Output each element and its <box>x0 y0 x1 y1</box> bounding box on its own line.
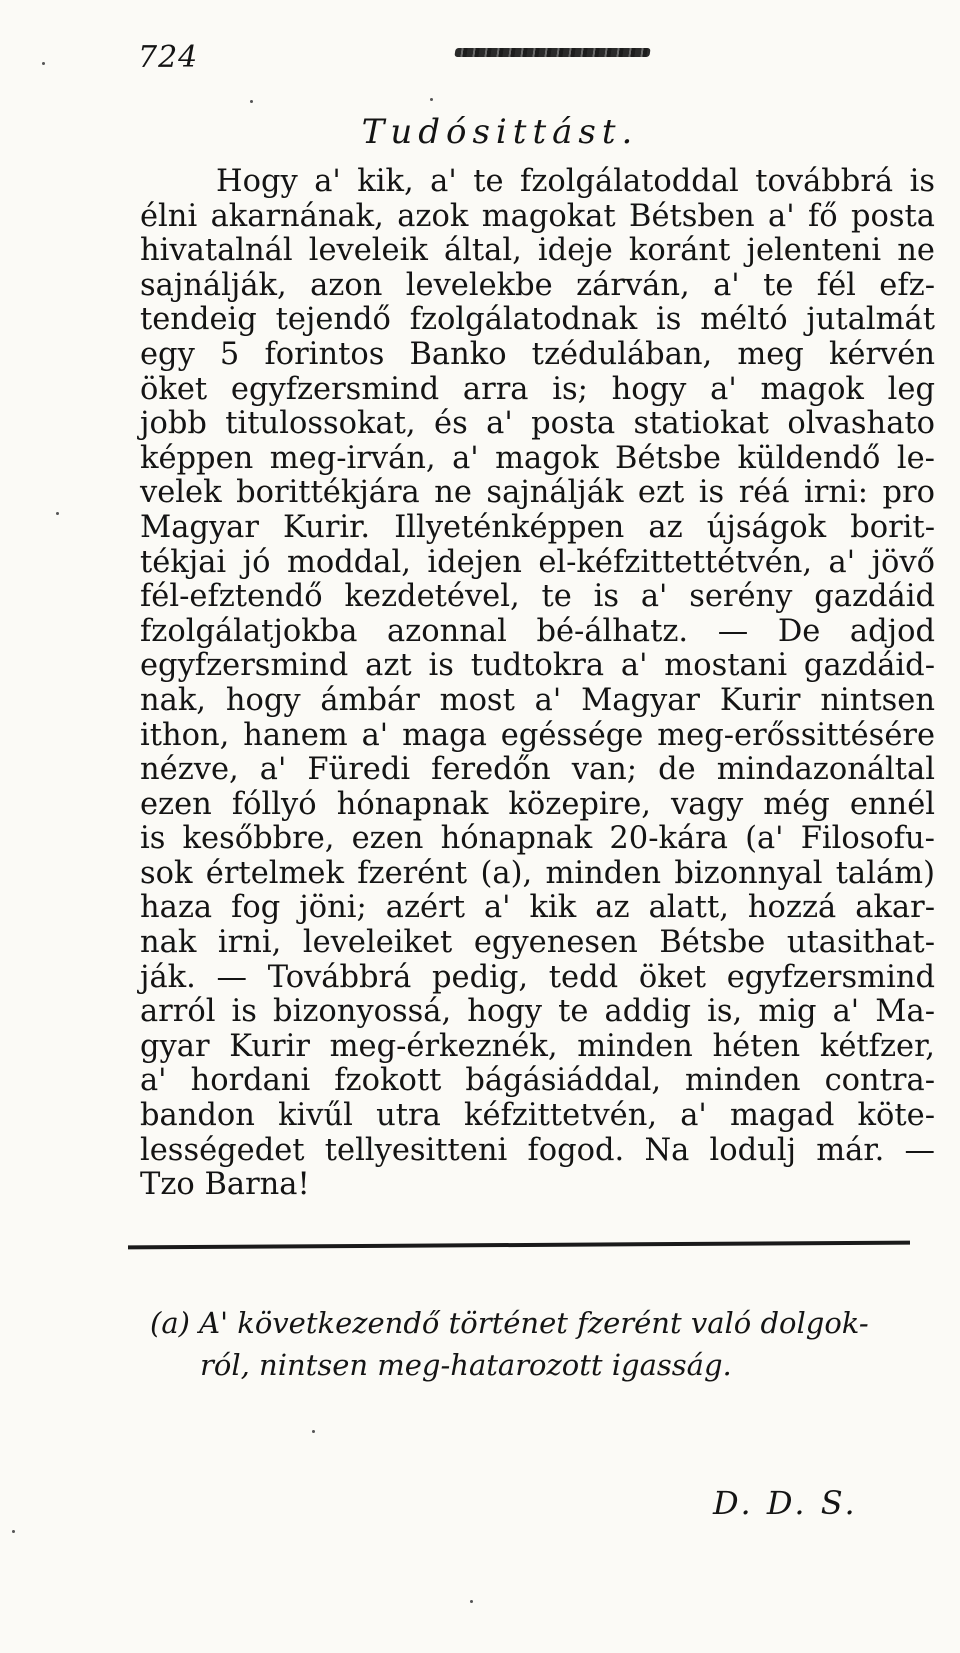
body-line: velek borittékjára ne sajnálják ezt is réá irni: pro <box>140 475 935 511</box>
body-line: tendeig tejendő fzolgálatodnak is méltó jutalmát <box>140 302 935 338</box>
body-text <box>140 165 935 1203</box>
body-line: élni akarnának, azok magokat Bétsben a' fő posta <box>140 198 935 234</box>
page-number: 724 <box>138 40 199 75</box>
body-line: gyar Kurir meg-érkeznék, minden héten kétfzer, <box>140 1028 935 1064</box>
body-line: bandon kivűl utra kéfzittetvén, a' magad köte- <box>140 1098 935 1134</box>
header-ornament <box>454 48 650 57</box>
body-line: fél-efztendő kezdetével, te is a' serény gazdáid <box>140 579 935 615</box>
footnote-divider <box>128 1241 910 1250</box>
paper-speck <box>250 100 253 103</box>
paper-speck <box>430 98 433 101</box>
body-line: sok értelmek fzerént (a), minden bizonnyal talám) <box>140 855 935 891</box>
paper-speck <box>42 62 45 65</box>
body-line: öket egyfzersmind arra is; hogy a' magok leg <box>140 371 935 407</box>
paper-speck <box>56 512 59 515</box>
body-line: egy 5 forintos Banko tzédulában, meg kérvén <box>140 336 935 372</box>
body-line: nak irni, leveleiket egyenesen Bétsbe utasithat- <box>140 925 935 961</box>
body-line: egyfzersmind azt is tudtokra a' mostani gazdáid- <box>140 648 935 684</box>
footnote-line: ról, nintsen meg-hatarozott igasság. <box>200 1348 732 1382</box>
body-line: arról is bizonyossá, hogy te addig is, mig a' Ma- <box>140 994 935 1030</box>
signature: D. D. S. <box>713 1484 858 1522</box>
footnote <box>150 1302 910 1386</box>
footnote-line: (a) A' következendő történet fzerént való dolgok- <box>150 1306 869 1340</box>
paper-speck <box>470 1600 473 1603</box>
body-line: is kesőbbre, ezen hónapnak 20-kára (a' Filosofu- <box>140 821 935 857</box>
body-line: nézve, a' Füredi feredőn van; de mindazonáltal <box>140 752 935 788</box>
body-line: jobb titulossokat, és a' posta statiokat olvashato <box>140 406 935 442</box>
paper-speck <box>312 1430 315 1433</box>
body-line: sajnálják, azon levelekbe zárván, a' te fél efz- <box>140 267 935 303</box>
body-line: tékjai jó moddal, idejen el-kéfzittettétvén, a' jövő <box>140 544 935 580</box>
body-line: Magyar Kurir. Illyeténképpen az újságok borit- <box>140 509 935 545</box>
body-line: a' hordani fzokott bágásiáddal, minden contra- <box>140 1063 935 1099</box>
body-line: fzolgálatjokba azonnal bé-álhatz. — De adjod <box>140 613 935 649</box>
body-line: ják. — Továbbrá pedig, tedd öket egyfzersmind <box>140 959 935 995</box>
body-line: Hogy a' kik, a' te fzolgálatoddal továbbrá is <box>216 164 935 199</box>
body-line: ezen fóllyó hónapnak közepire, vagy még ennél <box>140 786 935 822</box>
body-line: haza fog jöni; azért a' kik az alatt, hozzá akar- <box>140 890 935 926</box>
section-title: Tudósittást. <box>361 112 639 152</box>
body-line: képpen meg-irván, a' magok Bétsbe küldendő le- <box>140 440 935 476</box>
paper-speck <box>12 1530 15 1533</box>
body-line: hivatalnál leveleik által, ideje koránt jelenteni ne <box>140 233 935 269</box>
body-line: lességedet tellyesitteni fogod. Na lodulj már. — <box>140 1132 935 1168</box>
body-line: nak, hogy ámbár most a' Magyar Kurir nintsen <box>140 682 935 718</box>
body-line: Tzo Barna! <box>140 1167 310 1203</box>
body-line: ithon, hanem a' maga egéssége meg-erőssittésére <box>140 717 935 753</box>
